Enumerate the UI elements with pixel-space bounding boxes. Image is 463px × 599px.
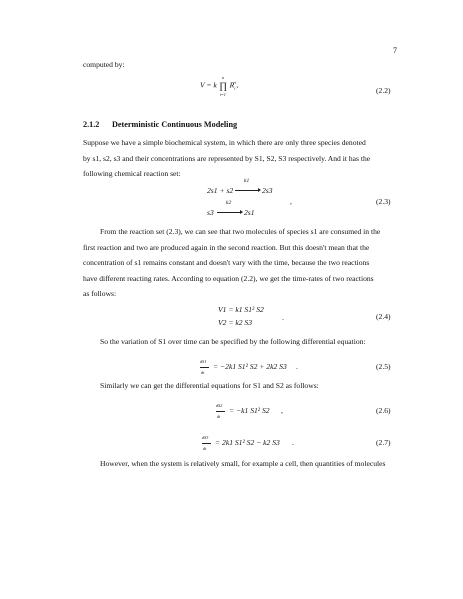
eq27-fraction-bar bbox=[202, 443, 211, 444]
eq23-r1-left: 2s1 + s2 bbox=[207, 186, 234, 195]
eq23-end: , bbox=[290, 197, 292, 206]
section-number: 2.1.2 bbox=[83, 120, 100, 129]
eq23-r2-rate: k2 bbox=[226, 200, 232, 206]
equation-2-2 bbox=[200, 74, 239, 97]
eq24-end: . bbox=[282, 313, 284, 322]
eq23-r2-left: s3 bbox=[207, 208, 214, 217]
eq23-r1-arrow bbox=[235, 190, 259, 191]
eq25-end: . bbox=[296, 362, 298, 371]
p5-line-1: However, when the system is relatively small, for example a cell, then quantities of molecules bbox=[100, 459, 386, 468]
eq-number-2-7: (2.7) bbox=[376, 438, 391, 447]
page-number: 7 bbox=[393, 46, 397, 55]
p1-line-3: following chemical reaction set: bbox=[83, 169, 181, 179]
eq22-end: , bbox=[236, 80, 239, 90]
eq27-numerator: dS3 bbox=[202, 435, 209, 440]
eq27-end: . bbox=[292, 438, 294, 447]
eq27-denominator: dt bbox=[203, 446, 207, 451]
eq22-prod-top: n bbox=[221, 74, 224, 80]
p2-line-2: first reaction and two are produced again in the second reaction. But this doesn't mean that the bbox=[83, 242, 370, 252]
eq25-numerator: dS1 bbox=[200, 359, 207, 364]
eq26-end: , bbox=[281, 406, 283, 415]
p3-line-1: So the variation of S1 over time can be specified by the following differential equation: bbox=[100, 337, 366, 346]
section-title: Deterministic Continuous Modeling bbox=[112, 120, 238, 129]
eq24-line-2: V2 = k2 S3 bbox=[218, 318, 253, 327]
eq22-rhs-sup: ri bbox=[233, 80, 237, 85]
paragraph-reaction-analysis bbox=[83, 224, 401, 302]
eq24-line-1: V1 = k1 S1² S2 bbox=[218, 305, 264, 314]
p2-line-4: have different reacting rates. According to equation (2.2), we get the time-rates of two reactions bbox=[83, 273, 374, 283]
eq-number-2-4: (2.4) bbox=[376, 312, 391, 321]
p2-line-3: concentration of s1 remains constant and doesn't vary with the time, because the two reactions bbox=[83, 258, 370, 268]
eq22-lhs: V = k bbox=[200, 80, 217, 90]
eq26-fraction-bar bbox=[216, 411, 225, 412]
eq25-denominator: dt bbox=[201, 370, 205, 375]
eq27-rhs: = 2k1 S1² S2 − k2 S3 bbox=[215, 438, 280, 447]
paragraph-however bbox=[83, 456, 401, 472]
eq22-prod-bottom: i=1 bbox=[219, 91, 226, 97]
p1-line-1: Suppose we have a simple biochemical system, in which there are only three species denoted bbox=[83, 138, 366, 147]
paragraph-similarly bbox=[83, 378, 401, 394]
eq25-fraction-bar bbox=[200, 367, 209, 368]
eq23-r1-rate: k1 bbox=[244, 178, 250, 184]
eq23-r2-arrow bbox=[217, 212, 241, 213]
eq26-rhs: = −k1 S1² S2 bbox=[229, 406, 270, 415]
paragraph-variation bbox=[83, 334, 401, 350]
product-symbol: ∏ n i=1 bbox=[219, 74, 228, 97]
eq22-rhs: R bbox=[229, 80, 235, 90]
eq25-rhs: = −2k1 S1² S2 + 2k2 S3 bbox=[213, 362, 287, 371]
eq23-r2-right: 2s1 bbox=[244, 208, 255, 217]
eq23-r1-right: 2s3 bbox=[262, 186, 273, 195]
eq22-rhs-sub: i bbox=[234, 86, 236, 92]
p4-line-1: Similarly we can get the differential equations for S1 and S2 as follows: bbox=[100, 381, 319, 390]
text-computed-by: computed by: bbox=[83, 60, 125, 69]
p2-line-1: From the reaction set (2.3), we can see that two molecules of species s1 are consumed in the bbox=[100, 227, 381, 236]
eq26-numerator: dS2 bbox=[216, 403, 223, 408]
eq26-denominator: dt bbox=[217, 414, 221, 419]
p1-line-2: by s1, s2, s3 and their concentrations are represented by S1, S2, S3 respectively. And it has the bbox=[83, 153, 371, 163]
paragraph-intro bbox=[83, 135, 401, 182]
p2-line-5: as follows: bbox=[83, 289, 117, 299]
eq-number-2-3: (2.3) bbox=[376, 197, 391, 206]
eq-number-2-2: (2.2) bbox=[376, 86, 391, 95]
eq-number-2-5: (2.5) bbox=[376, 362, 391, 371]
eq-number-2-6: (2.6) bbox=[376, 406, 391, 415]
